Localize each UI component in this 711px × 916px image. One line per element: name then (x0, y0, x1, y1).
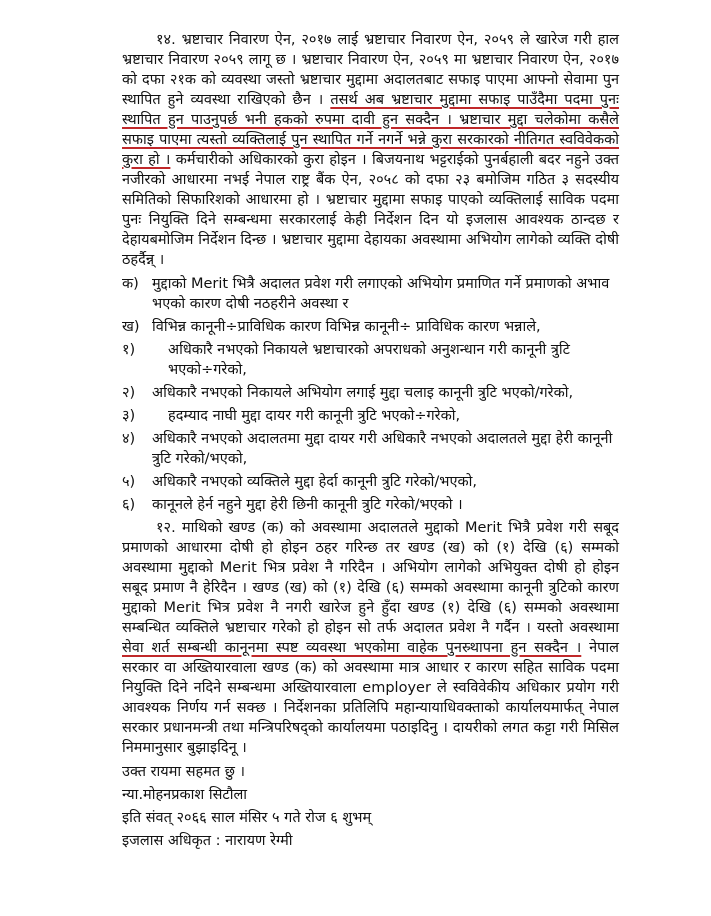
paragraph-12-underlined-text: सेवा शर्त सम्बन्धी कानूनमा स्पष्ट व्यवस्था भएकोमा वाहेक पुनस्र्थापना हुन सक्दैन । (122, 640, 582, 656)
paragraph-14-underlined-text: तसर्थ अब भ्रष्टाचार मुद्दामा सफाइ पाउँदैमा पदमा पुनः स्थापित हुन पाउनुपर्छ भनी हकको रुपमा दावी हुन सक्दैन । भ्रष्टाचार मुद्दा चलेकोमा कसैले सफाइ पाएमा त्यस्तो व्यक्तिलाई पुन स्थापित गर्ने नगर्ने भन्ने कुरा सरकारको नीतिगत स्वविवेकको कुरा हो । (122, 92, 619, 168)
list-marker: ३) (122, 408, 136, 424)
list-item-text: कानूनले हेर्न नहुने मुद्दा हेरी छिनी कानूनी त्रुटि गरेको/भएको । (152, 497, 463, 513)
judge-name: न्या.मोहनप्रकाश सिटौला (122, 787, 248, 803)
paragraph-12-text: १२. माथिको खण्ड (क) को अवस्थामा अदालतले मुद्दाको Merit भित्रै प्रवेश गरी सबूद प्रमाणको आधारमा दोषी हो होइन ठहर गरिन्छ तर खण्ड (ख) को (१) देखि (६) सम्मको अवस्थामा मुद्दाको Merit भित्र प्रवेश नै गरिदैन । अभियोग लागेको अभियुक्त दोषी हो होइन सबूद प्रमाण नै हेरिदैन । खण्ड (ख) को (१) देखि (६) सम्मको अवस्थामा कानूनी त्रुटिको कारण मुद्दाको Merit भित्र प्रवेश नै नगरी खारेज हुने हुँदा खण्ड (१) देखि (६) सम्मको अवस्थामा सम्बन्धित व्यक्तिले भ्रष्टाचार गरेको हो होइन सो तर्फ अदालत प्रवेश नै गर्दैन । यस्तो अवस्थामा (122, 520, 619, 636)
paragraph-12-text-end: नेपाल सरकार वा अख्तियारवाला खण्ड (क) को अवस्थामा मात्र आधार र कारण सहित साविक पदमा नियुक्ति दिने नदिने सम्बन्धमा अख्तियारवाला employer ले स्वविवेकीय अधिकार प्रयोग गरी आवश्यक निर्णय गर्न सक्छ । निर्देशनका प्रतिलिपि महान्यायाधिवक्ताको कार्यालयमार्फत् नेपाल सरकार प्रधानमन्त्री तथा मन्त्रिपरिषद्को कार्यालयमा पठाइदिनु । दायरीको लगत कट्टा गरी मिसिल निममानुसार बुझाइदिनू । (122, 640, 619, 756)
list-marker: क) (122, 276, 139, 292)
list-item-text: अधिकारै नभएको व्यक्तिले मुद्दा हेर्दा कानूनी त्रुटि गरेको/भएको, (152, 474, 477, 490)
list-item (122, 383, 619, 403)
condition-list (122, 274, 619, 337)
list-item-text: अधिकारै नभएको निकायले अभियोग लगाई मुद्दा चलाइ कानूनी त्रुटि भएको/गरेको, (152, 385, 574, 401)
bench-officer-line: इजलास अधिकृत : नारायण रेग्मी (122, 833, 293, 849)
date-line: इति संवत् २०६६ साल मंसिर ५ गते रोज ६ शुभम् (122, 810, 372, 826)
paragraph-12 (122, 518, 619, 758)
agreement-line: उक्त रायमा सहमत छु । (122, 764, 246, 780)
list-item (122, 317, 619, 337)
list-marker: ४) (122, 431, 136, 447)
list-item-text: विभिन्न कानूनी÷प्राविधिक कारण विभिन्न कानूनी÷ प्राविधिक कारण भन्नाले, (152, 319, 541, 335)
list-marker: २) (122, 385, 136, 401)
list-item (122, 340, 619, 380)
list-item-text: मुद्दाको Merit भित्रै अदालत प्रवेश गरी लगाएको अभियोग प्रमाणित गर्ने प्रमाणको अभाव भएको कारण दोषी नठहरीने अवस्था र (152, 276, 610, 312)
list-item-text: अधिकारै नभएको निकायले भ्रष्टाचारको अपराधको अनुशन्धान गरी कानूनी त्रुटि भएको÷गरेको, (168, 342, 570, 378)
list-item (122, 429, 619, 469)
list-item-text: अधिकारै नभएको अदालतमा मुद्दा दायर गरी अधिकारै नभएको अदालतले मुद्दा हेरी कानूनी त्रुटि गरेको/भएको, (152, 431, 613, 467)
paragraph-14-text-end: कर्मचारीको अधिकारको कुरा होइन । बिजयनाथ भट्टराईको पुनर्बहाली बदर नहुने उक्त नजीरको आधारमा नभई नेपाल राष्ट्र बैंक ऐन, २०५८ को दफा २३ बमोजिम गठित ३ सदस्यीय समितिको सिफारिशको आधारमा हो । भ्रष्टाचार मुद्दामा सफाइ पाएको व्यक्तिलाई साविक पदमा पुनः नियुक्ति दिने सम्बन्धमा सरकारलाई केही निर्देशन दिन यो इजलास आवश्यक ठान्दछ र देहायबमोजिम निर्देशन दिन्छ । भ्रष्टाचार मुद्दामा देहायका अवस्थामा अभियोग लागेको व्यक्ति दोषी ठहर्दैन्न् । (122, 152, 620, 268)
list-marker: ६) (122, 497, 136, 513)
paragraph-14-text: १४. भ्रष्टाचार निवारण ऐन, २०१७ लाई भ्रष्टाचार निवारण ऐन, २०५९ ले खारेज गरी हाल भ्रष्टाचार निवारण २०५९ लागू छ । भ्रष्टाचार निवारण ऐन, २०५९ मा भ्रष्टाचार निवारण ऐन, २०१७ को दफा २१क को व्यवस्था जस्तो भ्रष्टाचार मुद्दामा अदालतबाट सफाइ पाएमा आफ्नो सेवामा पुन स्थापित हुने व्यवस्था राखिएको छैन । (122, 32, 619, 108)
legal-error-list (122, 340, 619, 515)
list-item (122, 495, 619, 515)
list-item (122, 472, 619, 492)
list-marker: ख) (122, 319, 140, 335)
list-item-text: हदम्याद नाघी मुद्दा दायर गरी कानूनी त्रुटि भएको÷गरेको, (168, 408, 461, 424)
list-marker: ५) (122, 474, 136, 490)
list-item (122, 274, 619, 314)
list-item (122, 406, 619, 426)
list-marker: १) (122, 342, 136, 358)
paragraph-14 (122, 30, 619, 270)
